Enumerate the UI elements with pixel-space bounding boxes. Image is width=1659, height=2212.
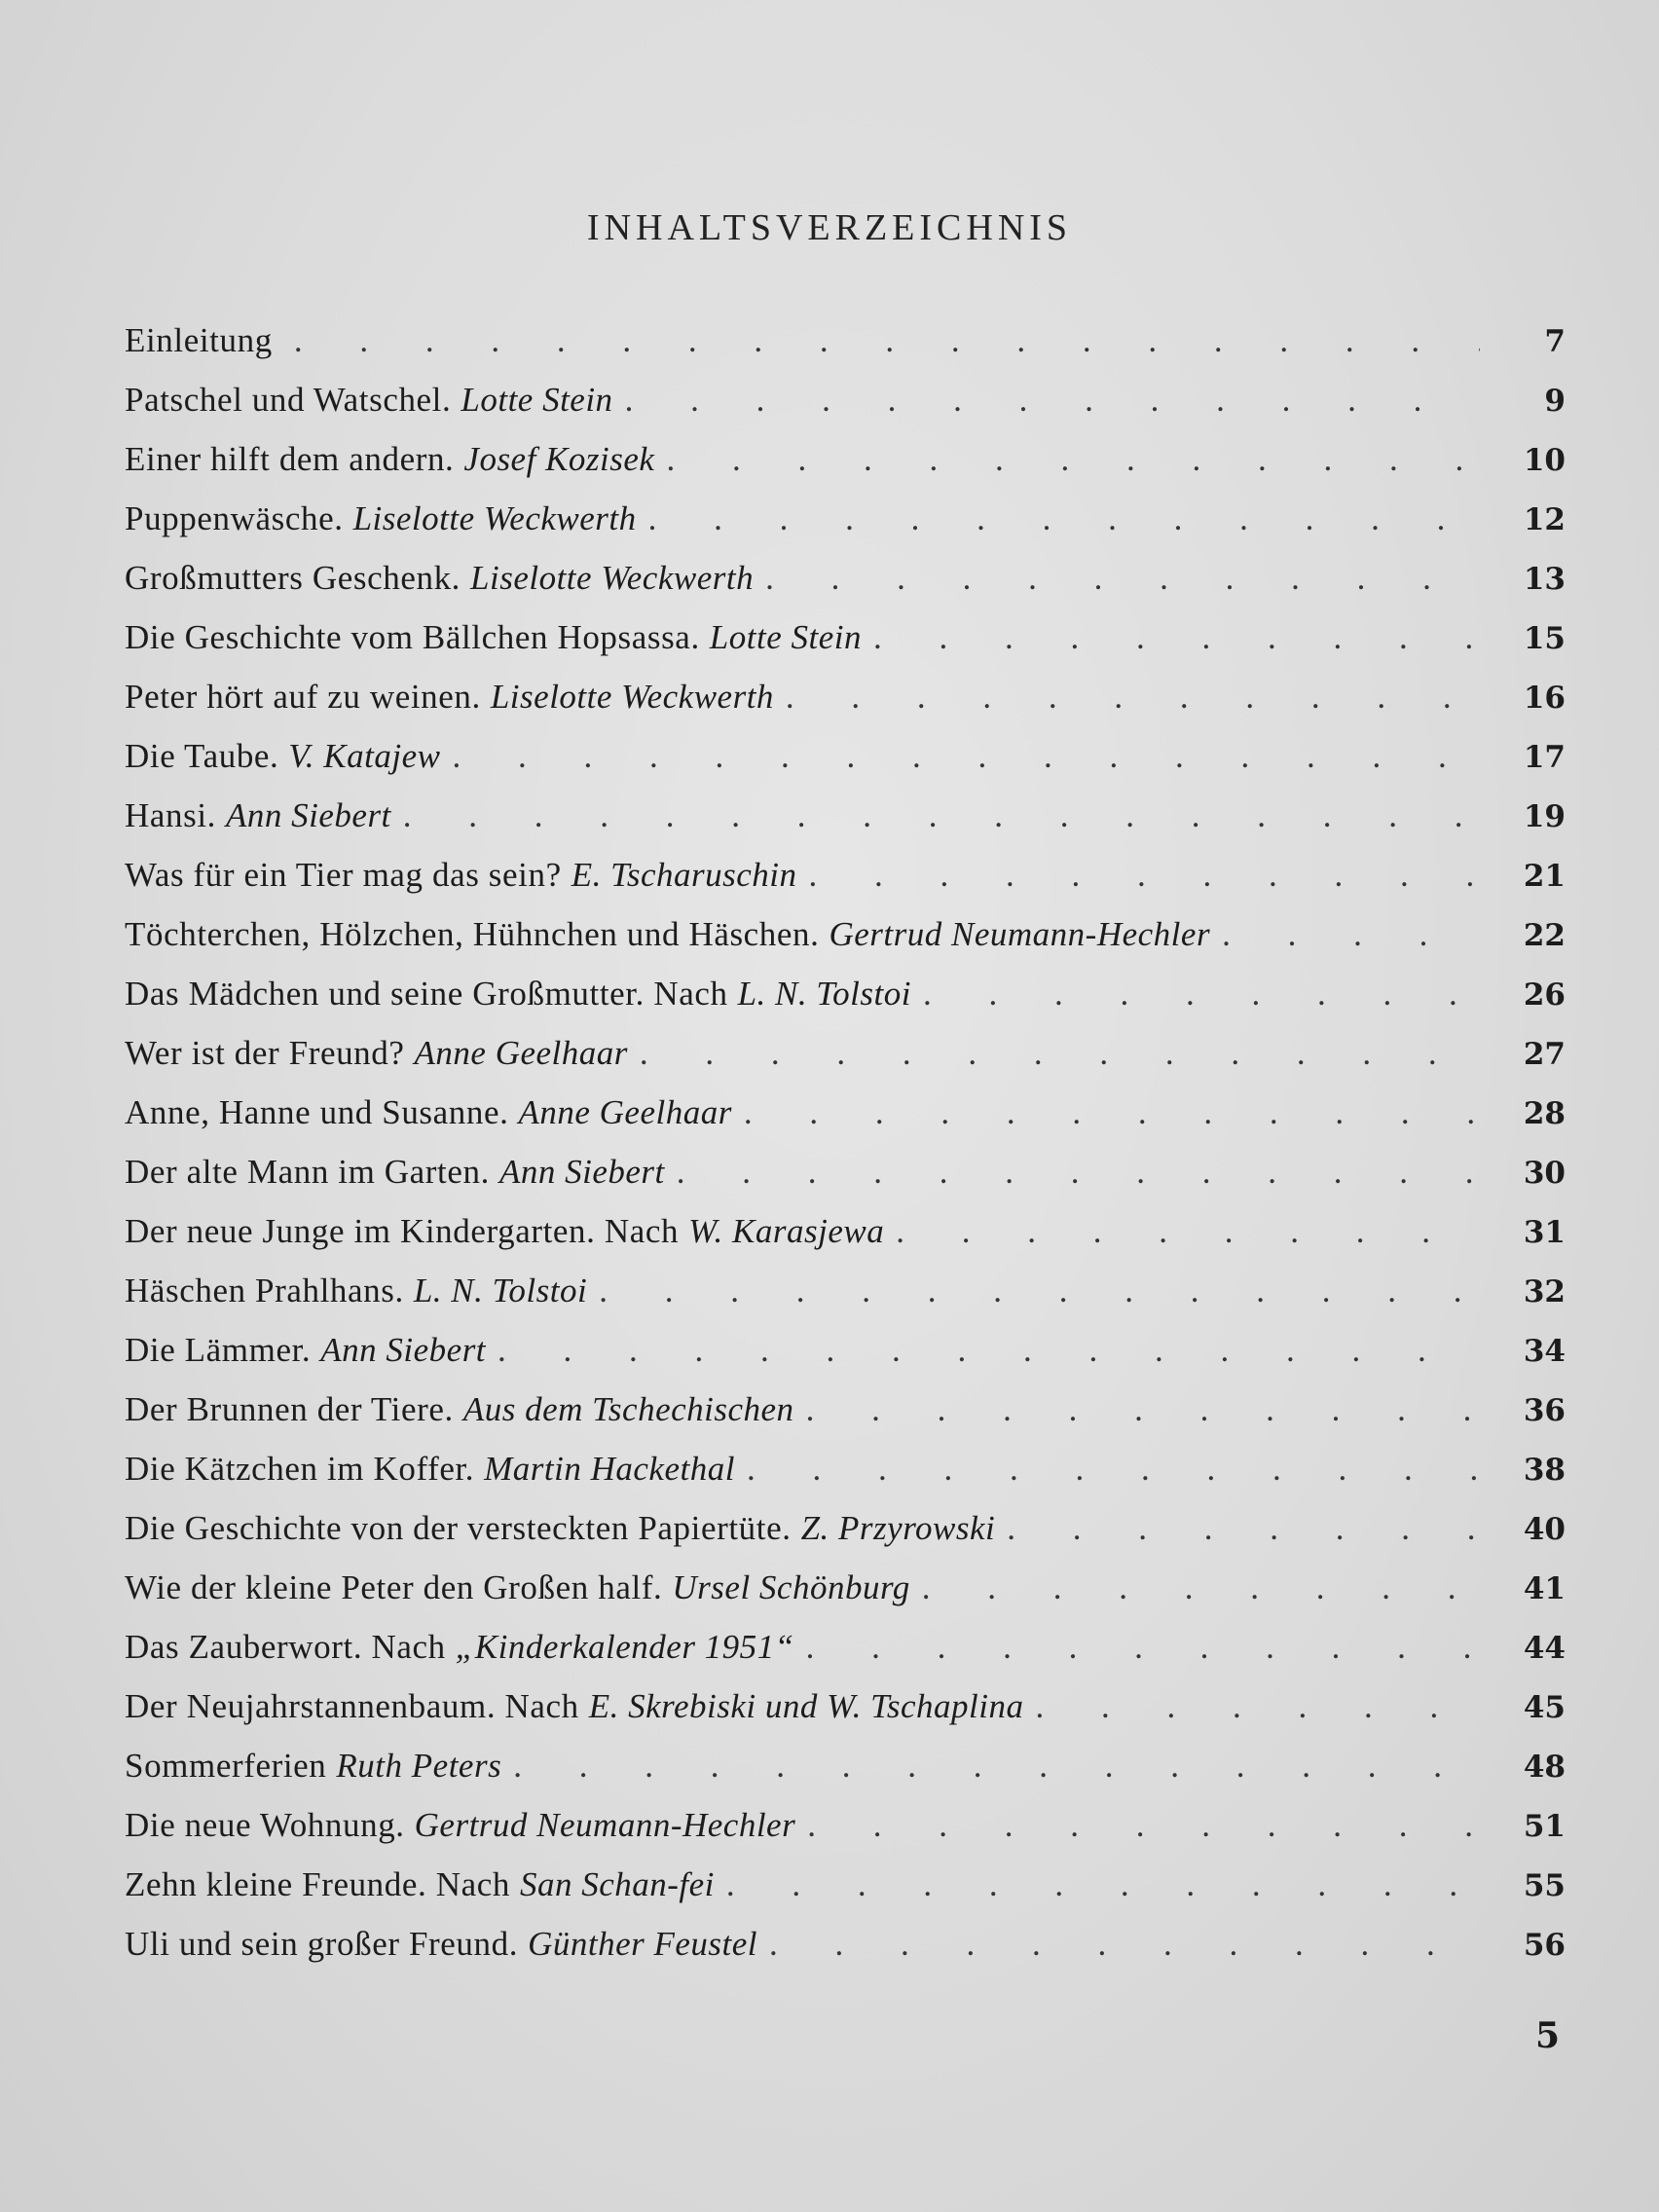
table-of-contents <box>125 321 1566 1984</box>
entry-author: V. Katajew <box>288 737 441 775</box>
entry-page: 34 <box>1523 1334 1566 1369</box>
entry-author: W. Karasjewa <box>688 1212 885 1250</box>
toc-entry <box>125 1034 1566 1093</box>
page-number: 5 <box>1534 2015 1560 2056</box>
dot-leader <box>922 1568 1480 1607</box>
toc-entry <box>125 1509 1566 1568</box>
toc-entry <box>125 381 1566 440</box>
entry-author: Liselotte Weckwerth <box>470 559 755 597</box>
entry-title: Großmutters Geschenk. <box>125 559 461 597</box>
entry-title: Einer hilft dem andern. <box>125 440 455 478</box>
toc-entry <box>125 737 1566 796</box>
entry-title: Wer ist der Freund? <box>125 1034 405 1072</box>
entry-author: Ursel Schönburg <box>672 1568 910 1606</box>
dot-leader <box>648 499 1480 538</box>
dot-leader <box>806 1628 1480 1667</box>
dot-leader <box>896 1212 1480 1251</box>
toc-entry <box>125 1806 1566 1865</box>
entry-author: Gertrud Neumann-Hechler <box>414 1806 796 1844</box>
dot-leader <box>726 1865 1480 1904</box>
entry-title: Der neue Junge im Kindergarten. Nach <box>125 1212 680 1250</box>
entry-author: L. N. Tolstoi <box>413 1272 588 1309</box>
dot-leader <box>744 1093 1480 1132</box>
toc-entry <box>125 1212 1566 1272</box>
entry-title: Die Lämmer. <box>125 1331 312 1369</box>
entry-page: 12 <box>1523 502 1566 537</box>
toc-entry <box>125 499 1566 559</box>
entry-title: Wie der kleine Peter den Großen half. <box>125 1568 663 1606</box>
dot-leader <box>625 381 1480 420</box>
entry-page: 22 <box>1523 918 1566 953</box>
toc-entry <box>125 1925 1566 1984</box>
entry-page: 51 <box>1523 1809 1566 1844</box>
entry-page: 15 <box>1523 621 1566 656</box>
dot-leader <box>666 440 1480 479</box>
dot-leader <box>498 1331 1480 1370</box>
entry-title: Sommerferien <box>125 1747 327 1785</box>
entry-title: Puppenwäsche. <box>125 499 344 537</box>
dot-leader <box>806 1390 1480 1429</box>
entry-page: 7 <box>1544 324 1566 359</box>
entry-title: Einleitung <box>125 321 273 359</box>
entry-author: San Schan-fei <box>519 1865 715 1903</box>
entry-page: 55 <box>1523 1868 1566 1903</box>
entry-title: Die Geschichte vom Bällchen Hopsassa. <box>125 618 700 656</box>
entry-title: Der Neujahrstannenbaum. Nach <box>125 1687 579 1725</box>
toc-entry <box>125 856 1566 915</box>
entry-title: Die neue Wohnung. <box>125 1806 405 1844</box>
entry-author: Anne Geelhaar <box>518 1093 732 1131</box>
toc-entry <box>125 975 1566 1034</box>
dot-leader <box>403 796 1480 835</box>
toc-entry <box>125 678 1566 737</box>
dot-leader <box>1035 1687 1480 1726</box>
entry-author: Günther Feustel <box>528 1925 757 1963</box>
entry-author: L. N. Tolstoi <box>737 975 911 1013</box>
entry-author: Gertrud Neumann-Hechler <box>829 915 1211 953</box>
entry-title: Peter hört auf zu weinen. <box>125 678 481 716</box>
toc-entry <box>125 1747 1566 1806</box>
toc-entry <box>125 1390 1566 1450</box>
entry-author: Ann Siebert <box>498 1153 665 1191</box>
toc-entry <box>125 618 1566 678</box>
entry-page: 10 <box>1523 443 1566 478</box>
entry-page: 41 <box>1523 1571 1566 1606</box>
toc-entry <box>125 321 1566 381</box>
entry-author: Z. Przyrowski <box>800 1509 996 1547</box>
entry-title: Der alte Mann im Garten. <box>125 1153 490 1191</box>
entry-page: 13 <box>1523 562 1566 597</box>
entry-page: 31 <box>1523 1215 1566 1250</box>
entry-page: 19 <box>1523 799 1566 834</box>
entry-author: Liselotte Weckwerth <box>490 678 774 716</box>
entry-author: Ann Siebert <box>226 796 391 834</box>
toc-entry <box>125 1687 1566 1747</box>
toc-entry <box>125 1093 1566 1153</box>
entry-title: Die Geschichte von der versteckten Papiertüte. <box>125 1509 792 1547</box>
dot-leader <box>786 678 1480 717</box>
entry-page: 48 <box>1523 1750 1566 1785</box>
entry-author: Lotte Stein <box>709 618 862 656</box>
dot-leader <box>747 1450 1480 1489</box>
entry-author: E. Skrebiski und W. Tschaplina <box>588 1687 1024 1725</box>
dot-leader <box>1007 1509 1480 1548</box>
entry-page: 21 <box>1523 859 1566 894</box>
dot-leader <box>873 618 1480 657</box>
toc-entry <box>125 1568 1566 1628</box>
entry-title: Was für ein Tier mag das sein? <box>125 856 562 894</box>
dot-leader <box>765 559 1480 598</box>
entry-page: 17 <box>1523 740 1566 775</box>
entry-title: Uli und sein großer Freund. <box>125 1925 519 1963</box>
dot-leader <box>923 975 1480 1014</box>
dot-leader <box>677 1153 1480 1192</box>
entry-page: 9 <box>1544 384 1566 419</box>
toc-entry <box>125 440 1566 499</box>
entry-page: 56 <box>1523 1928 1566 1963</box>
toc-entry <box>125 1153 1566 1212</box>
entry-page: 38 <box>1523 1453 1566 1488</box>
entry-title: Das Mädchen und seine Großmutter. Nach <box>125 975 728 1013</box>
entry-author: Martin Hackethal <box>484 1450 735 1488</box>
entry-author: Liselotte Weckwerth <box>352 499 637 537</box>
dot-leader <box>294 321 1480 360</box>
dot-leader <box>640 1034 1480 1073</box>
entry-page: 40 <box>1523 1512 1566 1547</box>
entry-title: Anne, Hanne und Susanne. <box>125 1093 509 1131</box>
entry-title: Patschel und Watschel. <box>125 381 452 419</box>
entry-page: 44 <box>1523 1631 1566 1666</box>
entry-author: Josef Kozisek <box>463 440 655 478</box>
entry-author: Ruth Peters <box>336 1747 502 1785</box>
entry-title: Hansi. <box>125 796 217 834</box>
page-title: INHALTSVERZEICHNIS <box>586 207 1073 248</box>
dot-leader <box>513 1747 1480 1786</box>
toc-entry <box>125 559 1566 618</box>
dot-leader <box>769 1925 1480 1964</box>
entry-page: 26 <box>1523 977 1566 1013</box>
entry-title: Der Brunnen der Tiere. <box>125 1390 454 1428</box>
entry-author: „Kinderkalender 1951“ <box>455 1628 794 1666</box>
entry-title: Das Zauberwort. Nach <box>125 1628 446 1666</box>
entry-page: 27 <box>1523 1037 1566 1072</box>
dot-leader <box>1222 915 1480 954</box>
entry-title: Die Kätzchen im Koffer. <box>125 1450 475 1488</box>
entry-title: Zehn kleine Freunde. Nach <box>125 1865 510 1903</box>
toc-entry <box>125 1865 1566 1925</box>
entry-page: 45 <box>1523 1690 1566 1725</box>
entry-author: Ann Siebert <box>320 1331 487 1369</box>
toc-entry <box>125 915 1566 975</box>
entry-author: Lotte Stein <box>461 381 613 419</box>
entry-author: Anne Geelhaar <box>414 1034 628 1072</box>
dot-leader <box>599 1272 1480 1310</box>
toc-entry <box>125 1450 1566 1509</box>
entry-title: Töchterchen, Hölzchen, Hühnchen und Häschen. <box>125 915 820 953</box>
entry-page: 36 <box>1523 1393 1566 1428</box>
entry-title: Häschen Prahlhans. <box>125 1272 404 1309</box>
dot-leader <box>807 1806 1480 1845</box>
entry-page: 32 <box>1523 1274 1566 1309</box>
entry-author: Aus dem Tschechischen <box>462 1390 794 1428</box>
entry-title: Die Taube. <box>125 737 279 775</box>
toc-entry <box>125 1628 1566 1687</box>
dot-leader <box>452 737 1480 776</box>
dot-leader <box>809 856 1480 895</box>
toc-entry <box>125 1272 1566 1331</box>
entry-page: 28 <box>1523 1096 1566 1131</box>
entry-author: E. Tscharuschin <box>571 856 797 894</box>
entry-page: 30 <box>1523 1156 1566 1191</box>
toc-entry <box>125 796 1566 856</box>
entry-page: 16 <box>1523 681 1566 716</box>
toc-entry <box>125 1331 1566 1390</box>
